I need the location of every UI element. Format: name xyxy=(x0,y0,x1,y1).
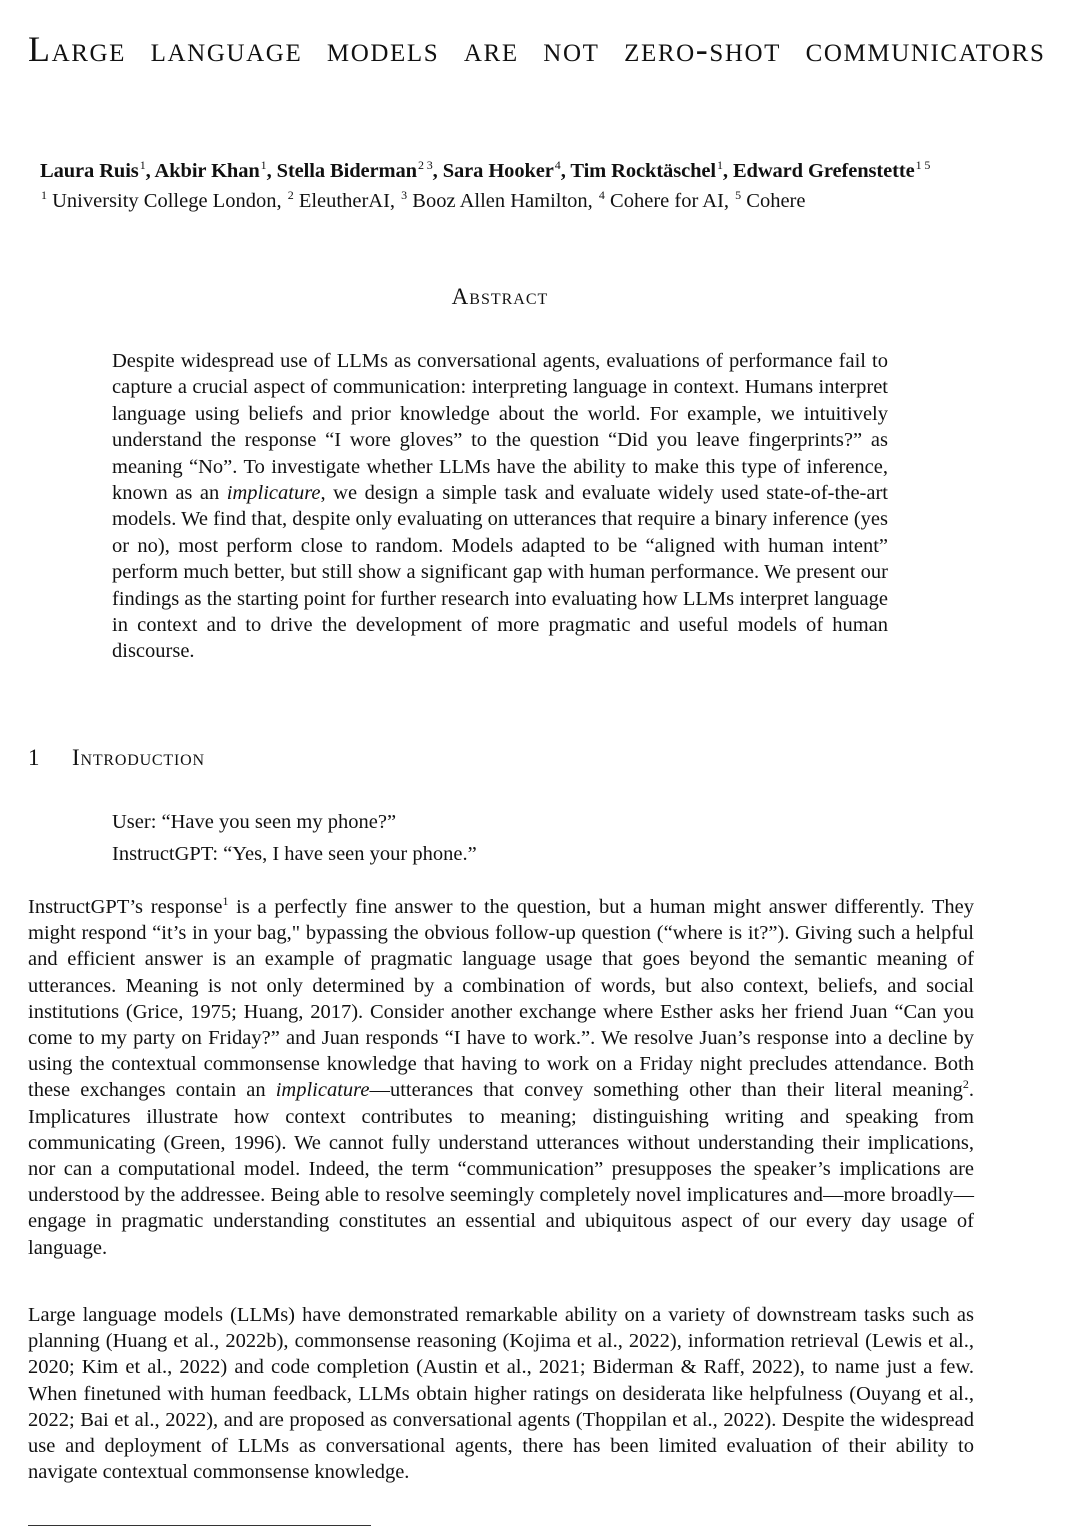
abstract-emphasis: implicature xyxy=(226,482,321,505)
author-affiliation-mark: 1 5 xyxy=(915,158,931,173)
author: Edward Grefenstette$^{1 5}$ xyxy=(732,158,931,182)
author-affiliation-mark: 2 3 xyxy=(417,158,433,173)
footnote-mark: 2 xyxy=(962,1077,969,1092)
footnote-mark: 1 xyxy=(222,894,229,909)
author-list xyxy=(40,158,1075,184)
author-affiliation-mark: 1 xyxy=(260,158,267,173)
affiliation: $^3$ Booz Allen Hamilton, xyxy=(401,188,598,212)
author: Akbir Khan$^1$, xyxy=(154,158,277,182)
abstract-text: Despite widespread use of LLMs as conversational agents, evaluations of performance fail to capture a crucial aspect of communication: interpreting language in context. Humans interpret language using beliefs and prior knowledge about the world. For example, we intuitively understand the response “I wore gloves” to the question “Did you leave fingerprints?” as meaning “No”. To investigate whether LLMs have the ability to make this type of inference, known as an implicature, we design a simple task and evaluate widely used state-of-the-art models. We find that, despite only evaluating on utterances that require a binary inference (yes or no), most perform close to random. Models adapted to be “aligned with human intent” perform much better, but still show a significant gap with human performance. We present our findings as the starting point for further research into evaluating how LLMs interpret language in context and to drive the development of more pragmatic and useful models of human discourse. xyxy=(112,350,888,663)
section-number: 1 xyxy=(28,745,41,770)
example-dialogue xyxy=(112,806,477,870)
author-affiliation-mark: 4 xyxy=(554,158,561,173)
affiliation: $^1$ University College London, xyxy=(41,188,287,212)
author: Laura Ruis$^1$, xyxy=(40,158,155,182)
section-title: Introduction xyxy=(72,745,205,770)
intro-paragraph-1: InstructGPT’s response$^1$ is a perfectly fine answer to the question, but a human might answer differently. They might respond “it’s in your bag," bypassing the obvious follow-up question (“where is it?”). Giving such a helpful and efficient answer is an example of pragmatic language usage that goes beyond the semantic meaning of utterances. Meaning is not only determined by a combination of words, but also context, beliefs, and social institutions (Grice, 1975; Huang, 2017). Consider another exchange where Esther asks her friend Juan “Can you come to my party on Friday?” and Juan responds “I have to work.”. We resolve Juan’s response into a decline by using the contextual commonsense knowledge that having to work on a Friday night precludes attendance. Both these exchanges contain an implicature—utterances that convey something other than their literal meaning$^2$. Implicatures illustrate how context contributes to meaning; distinguishing writing and speaking from communicating (Green, 1996). We cannot fully understand utterances without understanding their implications, nor can a computational model. Indeed, the term “communication” presupposes the speaker’s implications are understood by the addressee. Being able to resolve seemingly completely novel implicatures and—more broadly—engage in pragmatic understanding constitutes an essential and ubiquitous aspect of our every day usage of language. xyxy=(28,894,974,1259)
affiliation: $^5$ Cohere xyxy=(735,188,806,212)
affiliation: $^4$ Cohere for AI, xyxy=(598,188,735,212)
author: Stella Biderman$^{2 3}$, xyxy=(276,158,443,182)
intro-emphasis: implicature xyxy=(275,1079,370,1102)
dialogue-line-instructgpt: InstructGPT: “Yes, I have seen your phone.” xyxy=(112,843,477,865)
author: Tim Rocktäschel$^1$, xyxy=(570,158,733,182)
affiliation: $^2$ EleutherAI, xyxy=(287,188,401,212)
intro-paragraph-2: Large language models (LLMs) have demonstrated remarkable ability on a variety of downstream tasks such as planning (Huang et al., 2022b), commonsense reasoning (Kojima et al., 2022), information retrieval (Lewis et al., 2020; Kim et al., 2022) and code completion (Austin et al., 2021; Biderman & Raff, 2022), to name just a few. When finetuned with human feedback, LLMs obtain higher ratings on desiderata like helpfulness (Ouyang et al., 2022; Bai et al., 2022), and are proposed as conversational agents (Thoppilan et al., 2022). Despite the widespread use and deployment of LLMs as conversational agents, there has been limited evaluation of their ability to navigate contextual commonsense knowledge. xyxy=(28,1304,974,1484)
section-heading-introduction xyxy=(28,745,205,771)
affiliation-list xyxy=(40,188,1040,214)
abstract-heading: Abstract xyxy=(451,284,549,309)
footnote-divider xyxy=(28,1525,371,1526)
author-affiliation-mark: 1 xyxy=(139,158,146,173)
author-affiliation-mark: 1 xyxy=(716,158,723,173)
dialogue-line-user: User: “Have you seen my phone?” xyxy=(112,811,397,833)
paper-title: Large language models are not zero-shot communicators xyxy=(28,29,1046,69)
author: Sara Hooker$^4$, xyxy=(442,158,571,182)
